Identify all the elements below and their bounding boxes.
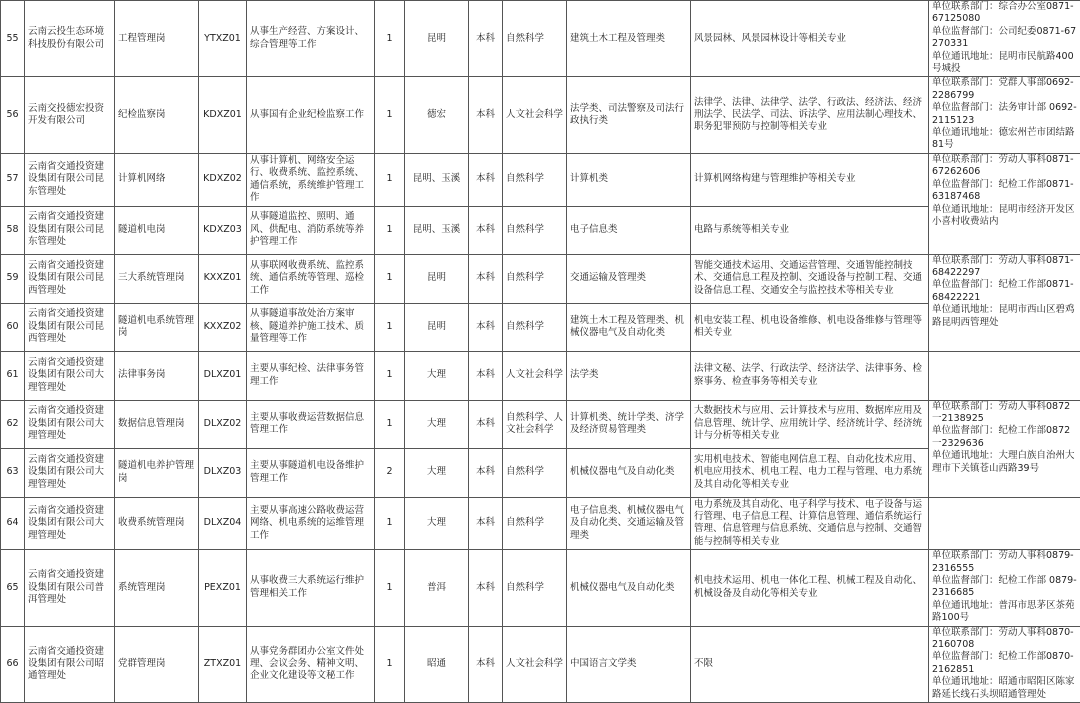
organization-cell: 云南省交通投资建设集团有限公司昆西管理处 xyxy=(25,303,115,351)
subject-category-cell: 人文社会科学 xyxy=(503,626,567,702)
row-number: 61 xyxy=(1,351,25,400)
education-cell: 本科 xyxy=(469,206,503,254)
post-code-cell: PEXZ01 xyxy=(199,550,247,626)
contact-info-cell xyxy=(929,1,1080,77)
headcount-cell: 1 xyxy=(375,400,405,448)
education-cell: 本科 xyxy=(469,351,503,400)
contact-info-cell xyxy=(929,254,1080,351)
work-place-cell: 大理 xyxy=(405,400,469,448)
post-name-cell: 法律事务岗 xyxy=(115,351,199,400)
contact-line: 单位监督部门：纪检工作部0870-2162851 xyxy=(932,651,1077,676)
post-code-cell: YTXZ01 xyxy=(199,1,247,77)
table-row xyxy=(1,448,1080,497)
contact-line: 单位监督部门：纪检工作部0871-63187468 xyxy=(932,179,1077,204)
headcount-cell: 1 xyxy=(375,351,405,400)
organization-cell: 云南省交通投资建设集团有限公司大理管理处 xyxy=(25,448,115,497)
post-name-cell: 计算机网络 xyxy=(115,153,199,206)
education-cell: 本科 xyxy=(469,254,503,303)
contact-info-cell xyxy=(929,626,1080,702)
education-cell: 本科 xyxy=(469,550,503,626)
major-category-cell: 机械仪器电气及自动化类 xyxy=(567,448,691,497)
duty-cell: 主要从事隧道机电设备维护管理工作 xyxy=(247,448,375,497)
contact-line: 单位监督部门：法务审计部 0692-2115123 xyxy=(932,102,1077,127)
headcount-cell: 2 xyxy=(375,448,405,497)
contact-line: 单位监督部门：纪检工作部 0879-2316685 xyxy=(932,575,1077,600)
post-name-cell: 隧道机电系统管理岗 xyxy=(115,303,199,351)
headcount-cell: 1 xyxy=(375,77,405,153)
organization-cell: 云南省交通投资建设集团有限公司大理管理处 xyxy=(25,400,115,448)
post-name-cell: 隧道机电养护管理岗 xyxy=(115,448,199,497)
major-category-cell: 电子信息类、机械仪器电气及自动化类、交通运输及管理类 xyxy=(567,497,691,550)
contact-line: 单位通讯地址：昆明市经济开发区小喜村收费站内 xyxy=(932,204,1077,229)
organization-cell: 云南省交通投资建设集团有限公司大理管理处 xyxy=(25,497,115,550)
row-number: 62 xyxy=(1,400,25,448)
major-detail-cell: 智能交通技术运用、交通运营管理、交通智能控制技术、交通信息工程及控制、交通设备与控制工程、交通设备信息工程、交通安全与监控技术等相关专业 xyxy=(691,254,929,303)
post-code-cell: DLXZ01 xyxy=(199,351,247,400)
contact-line: 单位通讯地址：普洱市思茅区茶苑路100号 xyxy=(932,600,1077,625)
contact-line: 单位监督部门：纪检工作部0872一2329636 xyxy=(932,425,1077,450)
post-name-cell: 三大系统管理岗 xyxy=(115,254,199,303)
work-place-cell: 普洱 xyxy=(405,550,469,626)
contact-line: 单位通讯地址：昆明市西山区碧鸡路昆明西管理处 xyxy=(932,304,1077,329)
education-cell: 本科 xyxy=(469,153,503,206)
table-row xyxy=(1,303,1080,351)
major-detail-cell: 电路与系统等相关专业 xyxy=(691,206,929,254)
major-category-cell: 交通运输及管理类 xyxy=(567,254,691,303)
subject-category-cell: 自然科学 xyxy=(503,1,567,77)
major-detail-cell: 计算机网络构建与管理维护等相关专业 xyxy=(691,153,929,206)
work-place-cell: 德宏 xyxy=(405,77,469,153)
row-number: 65 xyxy=(1,550,25,626)
subject-category-cell: 自然科学 xyxy=(503,153,567,206)
headcount-cell: 1 xyxy=(375,626,405,702)
row-number: 57 xyxy=(1,153,25,206)
work-place-cell: 昆明、玉溪 xyxy=(405,153,469,206)
table-row xyxy=(1,153,1080,206)
subject-category-cell: 自然科学 xyxy=(503,254,567,303)
major-detail-cell: 机电安装工程、机电设备维修、机电设备维修与管理等相关专业 xyxy=(691,303,929,351)
contact-line: 单位通讯地址：大理白族自治州大理市下关镇苍山西路39号 xyxy=(932,450,1077,475)
organization-cell: 云南云投生态环境科技股份有限公司 xyxy=(25,1,115,77)
duty-cell: 从事生产经营、方案设计、综合管理等工作 xyxy=(247,1,375,77)
duty-cell: 从事国有企业纪检监察工作 xyxy=(247,77,375,153)
post-code-cell: KDXZ03 xyxy=(199,206,247,254)
contact-info-cell xyxy=(929,497,1080,550)
headcount-cell: 1 xyxy=(375,206,405,254)
duty-cell: 从事联网收费系统、监控系统、通信系统等管理、巡检工作 xyxy=(247,254,375,303)
organization-cell: 云南省交通投资建设集团有限公司昆东管理处 xyxy=(25,153,115,206)
table-row xyxy=(1,626,1080,702)
post-code-cell: KDXZ01 xyxy=(199,77,247,153)
education-cell: 本科 xyxy=(469,497,503,550)
subject-category-cell: 自然科学、人文社会科学 xyxy=(503,400,567,448)
contact-line: 单位通讯地址：昆明市民航路400号城投 xyxy=(932,51,1077,76)
organization-cell: 云南省交通投资建设集团有限公司昭通管理处 xyxy=(25,626,115,702)
row-number: 66 xyxy=(1,626,25,702)
table-row xyxy=(1,1,1080,77)
table-row xyxy=(1,400,1080,448)
contact-info-cell xyxy=(929,550,1080,626)
work-place-cell: 昆明 xyxy=(405,303,469,351)
major-detail-cell: 法律学、法律、法律学、法学、行政法、经济法、经济刑法学、民法学、司法、诉法学、应用法制心理技术、职务犯罪预防与控制等相关专业 xyxy=(691,77,929,153)
post-name-cell: 收费系统管理岗 xyxy=(115,497,199,550)
row-number: 59 xyxy=(1,254,25,303)
headcount-cell: 1 xyxy=(375,153,405,206)
education-cell: 本科 xyxy=(469,1,503,77)
contact-line: 单位监督部门：纪检工作部0871-68422221 xyxy=(932,279,1077,304)
duty-cell: 从事隧道事故处治方案审核、隧道养护施工技术、质量管理等工作 xyxy=(247,303,375,351)
work-place-cell: 大理 xyxy=(405,448,469,497)
table-row xyxy=(1,254,1080,303)
headcount-cell: 1 xyxy=(375,1,405,77)
table-row xyxy=(1,497,1080,550)
subject-category-cell: 自然科学 xyxy=(503,497,567,550)
post-name-cell: 工程管理岗 xyxy=(115,1,199,77)
major-detail-cell: 大数据技术与应用、云计算技术与应用、数据库应用及信息管理、统计学、应用统计学、经济统计学、经济统计与分析等相关专业 xyxy=(691,400,929,448)
post-name-cell: 数据信息管理岗 xyxy=(115,400,199,448)
contact-line: 单位联系部门：综合办公室0871-67125080 xyxy=(932,1,1077,26)
subject-category-cell: 人文社会科学 xyxy=(503,351,567,400)
major-category-cell: 计算机类、统计学类、济学及经济贸易管理类 xyxy=(567,400,691,448)
contact-line: 单位监督部门：公司纪委0871-67270331 xyxy=(932,26,1077,51)
work-place-cell: 昆明 xyxy=(405,254,469,303)
contact-line: 单位联系部门：劳动人事科0879-2316555 xyxy=(932,550,1077,575)
organization-cell: 云南省交通投资建设集团有限公司昆西管理处 xyxy=(25,254,115,303)
contact-line: 单位联系部门：劳动人事科0872一2138925 xyxy=(932,401,1077,426)
contact-line: 单位通讯地址：昭通市昭阳区陈家路延长线石头坝昭通管理处 xyxy=(932,676,1077,701)
row-number: 63 xyxy=(1,448,25,497)
duty-cell: 从事隧道监控、照明、通风、供配电、消防系统等养护管理工作 xyxy=(247,206,375,254)
post-code-cell: ZTXZ01 xyxy=(199,626,247,702)
table-row xyxy=(1,351,1080,400)
major-detail-cell: 不限 xyxy=(691,626,929,702)
major-detail-cell: 法律文秘、法学、行政法学、经济法学、法律事务、检察事务、检查事务等相关专业 xyxy=(691,351,929,400)
post-name-cell: 系统管理岗 xyxy=(115,550,199,626)
contact-info-cell xyxy=(929,400,1080,497)
duty-cell: 主要从事收费运营数据信息管理工作 xyxy=(247,400,375,448)
contact-line: 单位联系部门：党群人事部0692-2286799 xyxy=(932,77,1077,102)
work-place-cell: 大理 xyxy=(405,351,469,400)
headcount-cell: 1 xyxy=(375,497,405,550)
education-cell: 本科 xyxy=(469,626,503,702)
work-place-cell: 昆明 xyxy=(405,1,469,77)
major-detail-cell: 风景园林、风景园林设计等相关专业 xyxy=(691,1,929,77)
table-body xyxy=(1,1,1080,703)
contact-line: 单位通讯地址：德宏州芒市团结路81号 xyxy=(932,127,1077,152)
table-row xyxy=(1,77,1080,153)
post-name-cell: 纪检监察岗 xyxy=(115,77,199,153)
major-detail-cell: 实用机电技术、智能电网信息工程、自动化技术应用、机电应用技术、机电工程、电力工程与管理、电力系统及其自动化等相关专业 xyxy=(691,448,929,497)
major-category-cell: 中国语言文学类 xyxy=(567,626,691,702)
contact-info-cell xyxy=(929,351,1080,400)
organization-cell: 云南省交通投资建设集团有限公司昆东管理处 xyxy=(25,206,115,254)
post-code-cell: KXXZ01 xyxy=(199,254,247,303)
post-code-cell: KXXZ02 xyxy=(199,303,247,351)
table-row xyxy=(1,550,1080,626)
contact-line: 单位联系部门：劳动人事科0871-67262606 xyxy=(932,154,1077,179)
education-cell: 本科 xyxy=(469,303,503,351)
education-cell: 本科 xyxy=(469,448,503,497)
major-category-cell: 法学类 xyxy=(567,351,691,400)
duty-cell: 主要从事纪检、法律事务管理工作 xyxy=(247,351,375,400)
organization-cell: 云南交投德宏投资开发有限公司 xyxy=(25,77,115,153)
post-code-cell: KDXZ02 xyxy=(199,153,247,206)
duty-cell: 从事计算机、网络安全运行、收费系统、监控系统、通信系统，系统维护管理工作 xyxy=(247,153,375,206)
duty-cell: 从事党务群团办公室文件处理、会议会务、精神文明、企业文化建设等文秘工作 xyxy=(247,626,375,702)
subject-category-cell: 自然科学 xyxy=(503,550,567,626)
major-category-cell: 计算机类 xyxy=(567,153,691,206)
post-name-cell: 党群管理岗 xyxy=(115,626,199,702)
major-detail-cell: 电力系统及其自动化、电子科学与技术、电子设备与运行管理、电子信息工程、计算信息管理、通信系统运行管理、信息管理与信息系统、交通信息与控制、交通智能与控制等相关专业 xyxy=(691,497,929,550)
contact-line: 单位联系部门：劳动人事科0870-2160708 xyxy=(932,627,1077,652)
headcount-cell: 1 xyxy=(375,303,405,351)
post-code-cell: DLXZ03 xyxy=(199,448,247,497)
row-number: 56 xyxy=(1,77,25,153)
major-category-cell: 建筑土木工程及管理类 xyxy=(567,1,691,77)
work-place-cell: 昆明、玉溪 xyxy=(405,206,469,254)
education-cell: 本科 xyxy=(469,77,503,153)
row-number: 55 xyxy=(1,1,25,77)
headcount-cell: 1 xyxy=(375,254,405,303)
major-category-cell: 机械仪器电气及自动化类 xyxy=(567,550,691,626)
duty-cell: 主要从事高速公路收费运营网络、机电系统的运维管理工作 xyxy=(247,497,375,550)
work-place-cell: 大理 xyxy=(405,497,469,550)
major-category-cell: 电子信息类 xyxy=(567,206,691,254)
headcount-cell: 1 xyxy=(375,550,405,626)
contact-info-cell xyxy=(929,153,1080,254)
organization-cell: 云南省交通投资建设集团有限公司普洱管理处 xyxy=(25,550,115,626)
table-row xyxy=(1,206,1080,254)
post-code-cell: DLXZ04 xyxy=(199,497,247,550)
major-detail-cell: 机电技术运用、机电一体化工程、机械工程及自动化、机械设备及自动化等相关专业 xyxy=(691,550,929,626)
row-number: 58 xyxy=(1,206,25,254)
organization-cell: 云南省交通投资建设集团有限公司大理管理处 xyxy=(25,351,115,400)
post-code-cell: DLXZ02 xyxy=(199,400,247,448)
duty-cell: 从事收费三大系统运行维护管理相关工作 xyxy=(247,550,375,626)
work-place-cell: 昭通 xyxy=(405,626,469,702)
major-category-cell: 法学类、司法警察及司法行政执行类 xyxy=(567,77,691,153)
post-name-cell: 隧道机电岗 xyxy=(115,206,199,254)
subject-category-cell: 自然科学 xyxy=(503,303,567,351)
subject-category-cell: 人文社会科学 xyxy=(503,77,567,153)
major-category-cell: 建筑土木工程及管理类、机械仪器电气及自动化类 xyxy=(567,303,691,351)
contact-line: 单位联系部门：劳动人事科0871-68422297 xyxy=(932,255,1077,280)
subject-category-cell: 自然科学 xyxy=(503,448,567,497)
education-cell: 本科 xyxy=(469,400,503,448)
contact-info-cell xyxy=(929,77,1080,153)
row-number: 60 xyxy=(1,303,25,351)
row-number: 64 xyxy=(1,497,25,550)
subject-category-cell: 自然科学 xyxy=(503,206,567,254)
